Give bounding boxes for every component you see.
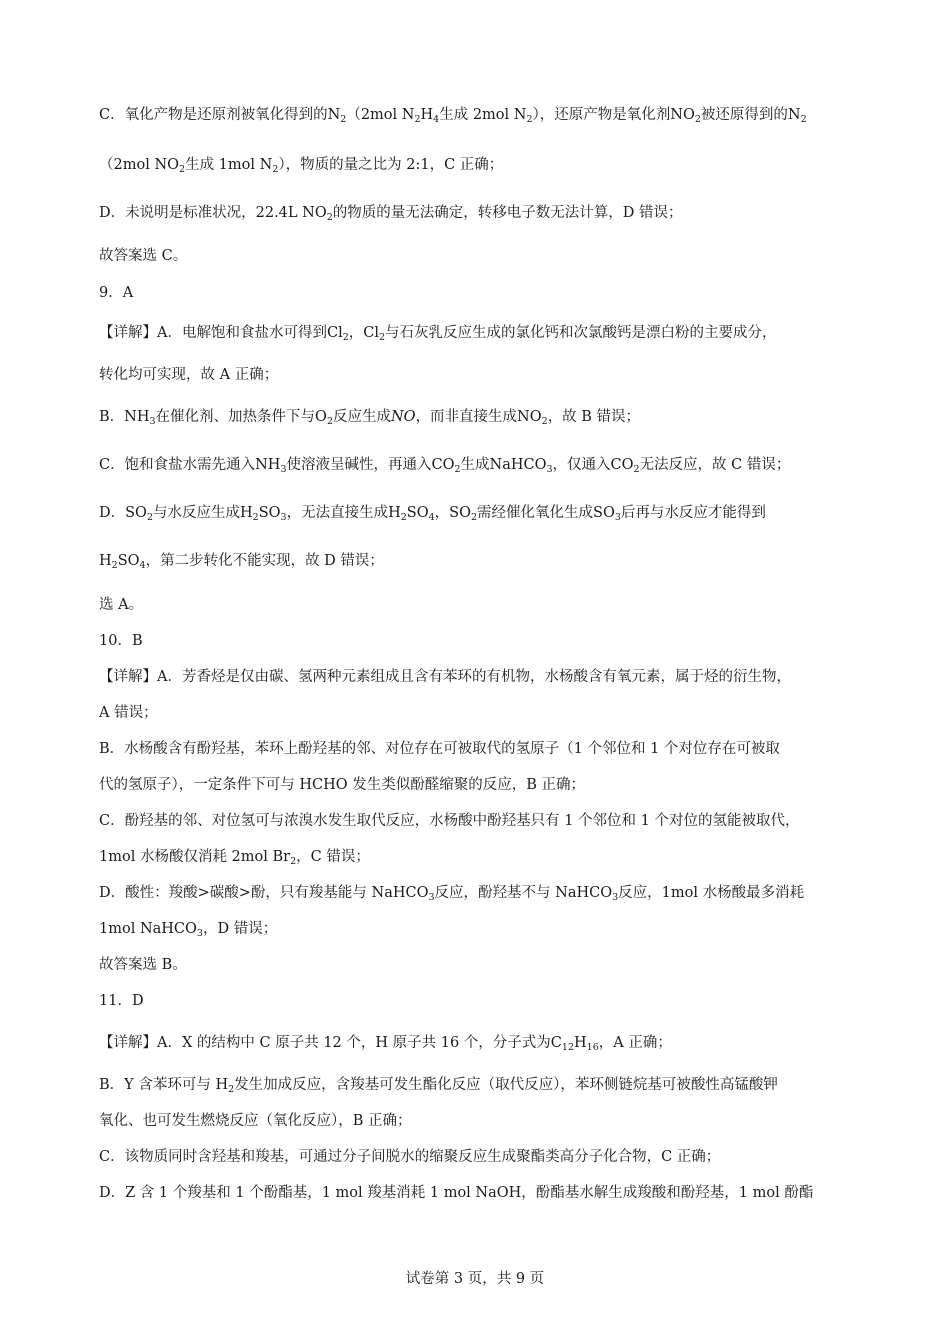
text-line: 转化均可实现，故 A 正确； [99, 367, 279, 383]
text-line: C．该物质同时含羟基和羧基，可通过分子间脱水的缩聚反应生成聚酯类高分子化合物，C 正确； [99, 1149, 721, 1165]
question-number: 9．A [99, 285, 134, 301]
text-line: 故答案选 B。 [99, 957, 187, 973]
text-line: 故答案选 C。 [99, 248, 188, 264]
question-number: 10．B [99, 633, 143, 649]
text-line: C．酚羟基的邻、对位氢可与浓溴水发生取代反应，水杨酸中酚羟基只有 1 个邻位和 1 个对位的氢能被取代， [99, 813, 800, 829]
text-line: C．氧化产物是还原剂被氧化得到的$N_2(2mol$ $N_2H_4$生成 2mol $N_2$），还原产物是氧化剂$NO_2$被还原得到的$N_2$ [99, 107, 807, 125]
text-line: 【详解】A．芳香烃是仅由碳、氢两种元素组成且含有苯环的有机物，水杨酸含有氧元素，属于烃的衍生物， [99, 669, 791, 685]
text-line: C．饱和食盐水需先通入$NH_3$使溶液呈碱性，再通入$CO_2$生成NaHCO$_3$，仅通入$CO_2$无法反应，故 C 错误； [99, 457, 791, 475]
text-line: $H_2SO_4$，第二步转化不能实现，故 D 错误； [99, 553, 384, 571]
text-line: B．Y 含苯环可与 $H_2$发生加成反应，含羧基可发生酯化反应（取代反应），苯环侧链烷基可被酸性高锰酸钾 [99, 1077, 778, 1095]
text-line: D．酸性：羧酸>碳酸>酚，只有羧基能与 NaHCO$_3$反应，酚羟基不与 NaHCO$_3$反应，1mol 水杨酸最多消耗 [99, 885, 805, 903]
text-line: B．$NH_3$在催化剂、加热条件下与$O_2$反应生成NO，而非直接生成$NO_2$，故 B 错误； [99, 409, 641, 427]
text-line: 1mol 水杨酸仅消耗 2mol $Br_2$，C 错误； [99, 849, 370, 867]
text-line: 【详解】A．X 的结构中 C 原子共 12 个，H 原子共 16 个，分子式为$C_{12}H_{16}$，A 正确； [99, 1035, 672, 1053]
text-line: D．Z 含 1 个羧基和 1 个酚酯基，1 mol 羧基消耗 1 mol NaOH，酚酯基水解生成羧酸和酚羟基，1 mol 酚酯 [99, 1185, 814, 1201]
page-footer: 试卷第 3 页，共 9 页 [405, 1271, 545, 1287]
text-line: A 错误； [99, 705, 158, 721]
question-number: 11．D [99, 993, 144, 1009]
text-line: 氧化、也可发生燃烧反应（氧化反应），B 正确； [99, 1113, 412, 1129]
text-line: （2mol $NO_2$生成 1mol $N_2$），物质的量之比为 2:1，C 正确； [99, 157, 504, 175]
text-line: D．$SO_2$与水反应生成$H_2SO_3$，无法直接生成$H_2SO_4$，$SO_2$需经催化氧化生成$SO_3$后再与水反应才能得到 [99, 505, 766, 523]
text-line: 选 A。 [99, 597, 144, 613]
text-line: B．水杨酸含有酚羟基，苯环上酚羟基的邻、对位存在可被取代的氢原子（1 个邻位和 1 个对位存在可被取 [99, 741, 780, 757]
text-line: D．未说明是标准状况，22.4L $NO_2$的物质的量无法确定，转移电子数无法计算，D 错误； [99, 205, 683, 223]
text-line: 【详解】A．电解饱和食盐水可得到$Cl_2$，$Cl_2$与石灰乳反应生成的氯化钙和次氯酸钙是漂白粉的主要成分， [99, 325, 777, 343]
text-line: 1mol NaHCO$_3$，D 错误； [99, 921, 278, 939]
text-line: 代的氢原子），一定条件下可与 HCHO 发生类似酚醛缩聚的反应，B 正确； [99, 777, 586, 793]
